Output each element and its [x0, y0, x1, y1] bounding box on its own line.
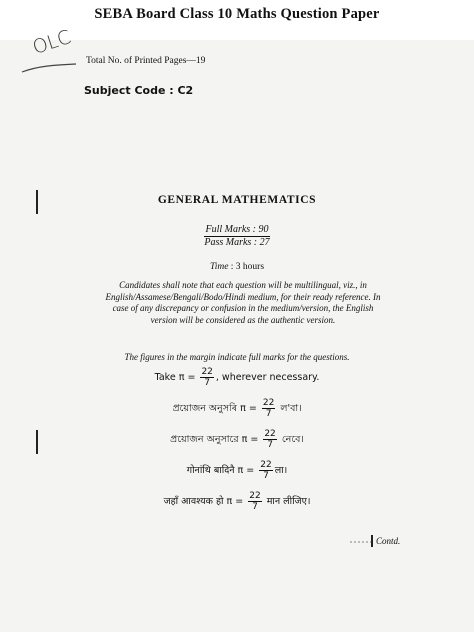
fraction-denominator: 7 [265, 409, 272, 419]
pass-marks: Pass Marks : 27 [204, 237, 270, 248]
fraction-numerator: 22 [260, 460, 272, 470]
time-line [0, 262, 474, 272]
print-smudge [350, 541, 372, 547]
marks-block [0, 224, 474, 249]
pi-suffix: , wherever necessary. [215, 372, 320, 383]
pi-fraction [262, 398, 275, 419]
pi-line-english [0, 367, 474, 388]
pi-prefix: Take π = [154, 372, 196, 383]
pi-line-bodo [0, 460, 474, 481]
fraction-denominator: 7 [263, 471, 269, 481]
time-value: : 3 hours [228, 262, 265, 272]
printed-pages: Total No. of Printed Pages—19 [86, 56, 206, 66]
pi-line-bengali [0, 429, 474, 450]
handwritten-stroke [20, 62, 80, 76]
fraction-denominator: 7 [252, 502, 258, 512]
time-label: Time [209, 262, 229, 272]
paper-title: GENERAL MATHEMATICS [157, 194, 317, 206]
page-banner: SEBA Board Class 10 Maths Question Paper [94, 6, 380, 22]
pi-fraction [259, 460, 272, 481]
pi-line-assamese [0, 398, 474, 419]
fraction-numerator: 22 [262, 398, 275, 408]
fraction-numerator: 22 [264, 429, 276, 439]
fraction-denominator: 7 [204, 378, 211, 388]
pi-prefix: প্ৰয়োজন অনুসৰি π = [172, 403, 257, 414]
full-marks: Full Marks : 90 [205, 224, 269, 235]
contd-bar [371, 535, 373, 547]
pi-suffix: ला। [274, 465, 288, 476]
fraction-denominator: 7 [267, 440, 273, 450]
pi-suffix: मान लीजिए। [266, 496, 311, 507]
continued-label: Contd. [376, 536, 401, 546]
figures-note: The figures in the margin indicate full marks for the questions. [124, 352, 350, 362]
paper-sheet [0, 40, 474, 632]
pi-prefix: गोनांथि बादिनै π = [186, 465, 255, 476]
pi-prefix: जहाँ आवश्यक हो π = [163, 496, 244, 507]
pi-suffix: নেবে। [281, 434, 304, 445]
pi-fraction [200, 367, 213, 388]
pi-prefix: প্রয়োজন অনুসারে π = [170, 434, 259, 445]
pi-fraction [263, 429, 276, 450]
pi-line-hindi [0, 491, 474, 512]
pi-suffix: ল'বা। [280, 403, 302, 414]
instructions-note: Candidates shall note that each question will be multilingual, viz., in English/Assamese/Bengali/Bodo/Hindi medium, for their ready reference. In case of any discrepancy or confusion in the medium/version, the English version will be considered as the authentic version. [105, 280, 381, 325]
fraction-numerator: 22 [249, 491, 261, 501]
fraction-numerator: 22 [201, 367, 213, 377]
pi-fraction [248, 491, 261, 512]
handwritten-mark: OLC [30, 26, 74, 59]
subject-code: Subject Code : C2 [84, 84, 194, 97]
